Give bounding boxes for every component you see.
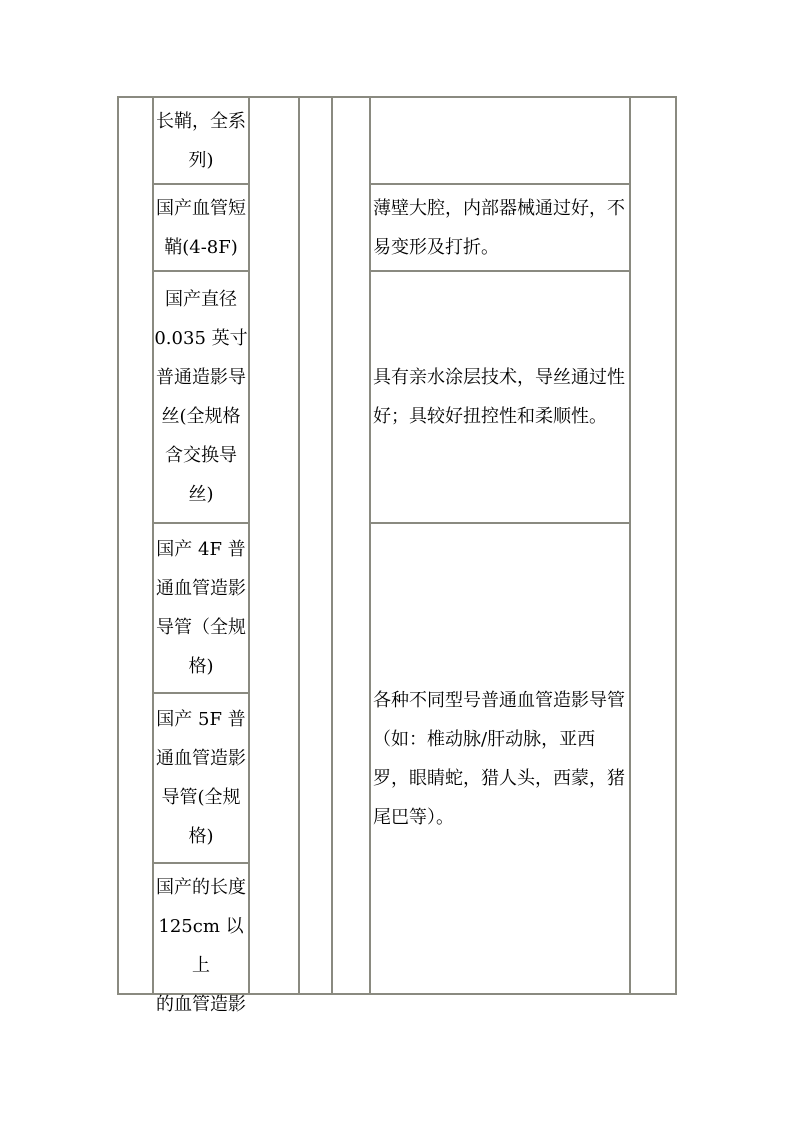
row2-name-line1: 国产血管短 [156, 197, 246, 219]
row6-name-line3: 的血管造影 [156, 994, 246, 1015]
row5-name-cell [154, 694, 248, 862]
row3-name-line3: 普通造影导 [155, 367, 246, 388]
row4-name-line3: 导管（全规 [156, 617, 246, 638]
row2-description-cell [371, 185, 629, 270]
row3-name-line6: 丝) [188, 484, 214, 505]
row4-name-line2: 通血管造影 [156, 578, 246, 599]
row4-name-cell [154, 524, 248, 692]
row6-name-cell [154, 864, 248, 1015]
row3-description: 具有亲水涂层技术，导丝通过性好；具较好扭控性和柔顺性。 [373, 367, 625, 427]
row3-name-line2: 0.035 英寸 [154, 328, 248, 349]
row5-name-line4: 格) [188, 826, 214, 847]
row3-name-line1: 国产直径 [164, 289, 237, 310]
row5-name-line1: 国产 5F 普 [156, 709, 246, 730]
row4-name-line4: 格) [188, 656, 214, 677]
column-divider-4 [331, 96, 333, 995]
row1-name-line2: 列) [188, 149, 214, 171]
column-divider-3 [298, 96, 300, 995]
row4-description: 各种不同型号普通血管造影导管（如：椎动脉/肝动脉，亚西罗，眼睛蛇，猎人头，西蒙，猪尾巴等）。 [373, 689, 625, 828]
row1-name-line1: 长鞘，全系 [156, 110, 246, 132]
row2-name-line2: 鞘(4-8F) [164, 236, 238, 258]
row3-description-cell [371, 272, 629, 522]
row5-name-line3: 导管(全规 [161, 787, 241, 808]
row3-name-line5: 含交换导 [164, 445, 237, 466]
row5-name-line2: 通血管造影 [156, 748, 246, 769]
table-border-left [117, 96, 119, 995]
row4-description-cell [371, 524, 629, 993]
row2-description: 薄壁大腔，内部器械通过好，不易变形及打折。 [373, 197, 625, 258]
row1-name-cell [154, 98, 248, 183]
row3-name-line4: 丝(全规格 [161, 406, 241, 427]
row6-name-line2: 125cm 以上 [158, 916, 244, 976]
column-divider-6 [629, 96, 631, 995]
row3-name-cell [154, 272, 248, 522]
row6-name-line1: 国产的长度 [156, 877, 246, 898]
row2-name-cell [154, 185, 248, 270]
column-divider-2 [248, 96, 250, 995]
table-border-right [675, 96, 677, 995]
row4-name-line1: 国产 4F 普 [156, 539, 246, 560]
